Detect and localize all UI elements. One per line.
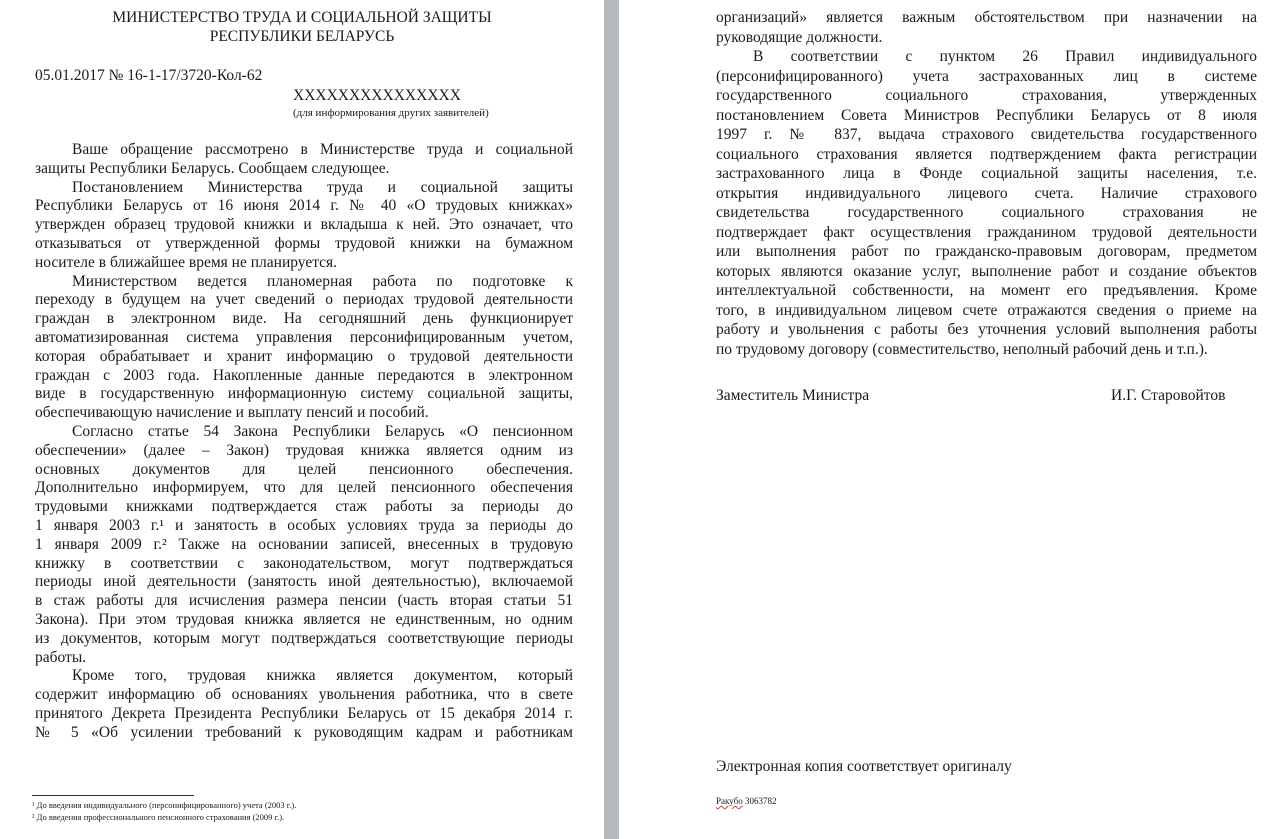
paragraph-1-line: руководящие должности. [716, 28, 883, 46]
paragraph-5-line: содержит информацию об основаниях увольнения работника, что в свете [35, 686, 573, 704]
signature-position: Заместитель Министра [716, 387, 870, 404]
paragraph-3-line: граждан в электронном виде. На сегодняшний день функционирует [35, 310, 573, 328]
paragraph-2-line: застрахованного лица в Фонде социальной защиты населения, т.е. [716, 165, 1257, 182]
paragraph-2-line: Постановлением Министерства труда и социальной защиты [72, 178, 573, 196]
paragraph-2-line: 1997 г. № 837, выдача страхового свидетельства государственного [716, 126, 1257, 143]
addressee-note: (для информирования других заявителей) [293, 107, 489, 119]
paragraph-2-line: открытия индивидуального лицевого счета. Наличие страхового [716, 184, 1257, 202]
paragraph-4-line: 1 января 2003 г.¹ и занятость в особых условиях труда за периоды до [35, 517, 573, 534]
ministry-header-line-2: РЕСПУБЛИКИ БЕЛАРУСЬ [209, 28, 395, 45]
paragraph-4-line: Закона). При этом трудовая книжка является не единственным, но одним [35, 611, 573, 628]
paragraph-4-line: основных документов для целей пенсионного обеспечения. [35, 460, 573, 478]
footnote-2: ² До введения профессионального пенсионного страхования (2009 г.). [32, 812, 285, 822]
signature-name: И.Г. Старовойтов [1111, 387, 1226, 404]
paragraph-4-line: Дополнительно информируем, что для целей пенсионного обеспечения [35, 479, 573, 497]
paragraph-5-line: принятого Декрета Президента Республики Беларусь от 15 декабря 2014 г. [35, 705, 573, 722]
footnote-1: ¹ До введения индивидуального (персонифицированного) учета (2003 г.). [32, 800, 297, 810]
certification-note: Электронная копия соответствует оригиналу [716, 758, 1012, 775]
executor-name: Ракубо [716, 796, 743, 806]
paragraph-1-line: Ваше обращение рассмотрено в Министерстве труда и социальной [72, 141, 573, 158]
document-page-1 [0, 0, 604, 839]
paragraph-4-line: работы. [35, 648, 87, 666]
paragraph-3-line: Министерством ведется планомерная работа по подготовке к [72, 272, 573, 290]
paragraph-4-line: книжку в соответствии с законодательством, могут подтверждаться [35, 554, 573, 572]
paragraph-2-line: интеллектуальной собственности, на момент его предъявления. Кроме [716, 282, 1257, 299]
page-divider [604, 0, 619, 839]
paragraph-4-line: 1 января 2009 г.² Также на основании записей, внесенных в трудовую [35, 535, 573, 553]
paragraph-2-line: постановлением Совета Министров Республики Беларусь от 8 июля [716, 106, 1257, 124]
paragraph-2-line: по трудовому договору (совместительство, неполный рабочий день и т.п.). [716, 340, 1208, 358]
paragraph-4-line: Согласно статье 54 Закона Республики Беларусь «О пенсионном [72, 423, 573, 440]
paragraph-3-line: автоматизированная система управления персонифицированным учетом, [35, 329, 573, 346]
paragraph-3-line: переходу в будущем на учет сведений о периодах трудовой деятельности [35, 291, 573, 309]
executor-phone: 3063782 [744, 796, 777, 806]
paragraph-1-line: защиты Республики Беларусь. Сообщаем следующее. [35, 159, 390, 177]
paragraph-4-line: трудовыми книжками подтверждается стаж работы за периоды до [35, 498, 573, 516]
paragraph-2-line: того, в индивидуальном лицевом счете отражаются сведения о приеме на [716, 301, 1257, 319]
paragraph-2-line: свидетельства государственного социального страхования не [716, 204, 1257, 221]
paragraph-2-line: носителе в ближайшее время не планируется. [35, 253, 338, 271]
ministry-header-line-1: МИНИСТЕРСТВО ТРУДА И СОЦИАЛЬНОЙ ЗАЩИТЫ [112, 9, 492, 26]
document-reference: 05.01.2017 № 16-1-17/3720-Кол-62 [35, 67, 263, 84]
executor-info [716, 792, 776, 811]
paragraph-2-line: отказываться от утвержденной формы трудовой книжки на бумажном [35, 235, 573, 252]
paragraph-2-line: Республики Беларусь от 16 июня 2014 г. № 40 «О трудовых книжках» [35, 197, 573, 215]
paragraph-2-line: утвержден образец трудовой книжки и вкладыша к ней. Это означает, что [35, 216, 573, 234]
document-page-2 [619, 0, 1280, 839]
paragraph-1-line: организаций» является важным обстоятельством при назначении на [716, 9, 1257, 26]
paragraph-3-line: виде в государственную информационную систему социальной защиты, [35, 385, 573, 403]
paragraph-3-line: граждан с 2003 года. Накопленные данные передаются в электронном [35, 366, 573, 384]
paragraph-2-line: или выполнения работ по гражданско-правовым договорам, предметом [716, 243, 1257, 260]
paragraph-4-line: периоды иной деятельности (занятость иной деятельностью), включаемой [35, 573, 573, 591]
paragraph-2-line: подтверждает факт осуществления гражданином трудовой деятельности [716, 223, 1257, 241]
paragraph-5-line: Кроме того, трудовая книжка является документом, который [72, 667, 573, 685]
footnote-separator [32, 795, 194, 796]
paragraph-2-line: которых являются оказание услуг, выполнение работ и создание объектов [716, 262, 1257, 280]
addressee: XXXXXXXXXXXXXXX [293, 87, 461, 104]
paragraph-3-line: которая обрабатывает и хранит информацию о трудовой деятельности [35, 347, 573, 365]
paragraph-4-line: обеспечении» (далее – Закон) трудовая книжка является одним из [35, 441, 573, 459]
paragraph-2-line: (персонифицированного) учета застрахованных лиц в системе [716, 67, 1257, 85]
paragraph-2-line: В соответствии с пунктом 26 Правил индивидуального [753, 48, 1257, 65]
paragraph-2-line: социального страхования является подтверждением факта регистрации [716, 145, 1257, 163]
paragraph-2-line: государственного социального страхования, утвержденных [716, 87, 1257, 104]
paragraph-4-line: в стаж работы для исчисления размера пенсии (часть вторая статьи 51 [35, 592, 573, 610]
paragraph-3-line: обеспечивающую начисление и выплату пенсий и пособий. [35, 404, 429, 422]
paragraph-4-line: из документов, которым могут подтверждаться соответствующие периоды [35, 629, 573, 647]
paragraph-5-line: № 5 «Об усилении требований к руководящим кадрам и работникам [35, 723, 573, 741]
paragraph-2-line: работу и увольнения с работы без уточнения условий выполнения работы [716, 321, 1257, 338]
